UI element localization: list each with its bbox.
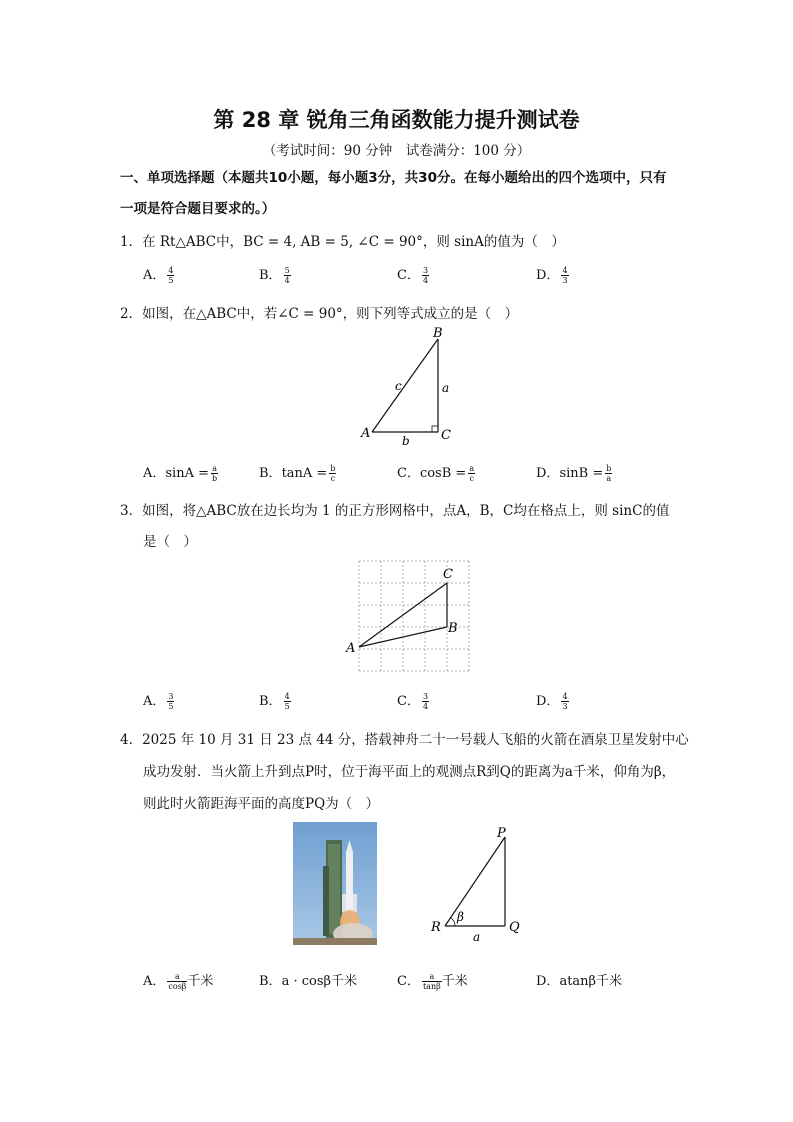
label-A: A <box>346 641 356 656</box>
label-Q: Q <box>509 920 520 935</box>
q1-option-a[interactable]: A． $\frac{4}{5}$ <box>143 266 174 285</box>
label-c: c <box>395 379 402 393</box>
q4-option-d[interactable]: D．atanβ千米 <box>536 974 623 989</box>
rocket-launch-photo <box>293 822 377 945</box>
q2-option-d[interactable]: D．sinB = $\frac{b}{a}$ <box>536 464 612 483</box>
q1-option-d[interactable]: D． $\frac{4}{3}$ <box>536 266 568 285</box>
q3-option-a[interactable]: A． $\frac{3}{5}$ <box>143 692 174 711</box>
question-3-text-line2: 是（ ） <box>143 534 197 550</box>
label-R: R <box>431 920 441 935</box>
q1-option-b[interactable]: B． $\frac{5}{4}$ <box>259 266 290 285</box>
q4-option-b[interactable]: B．a · cosβ千米 <box>259 974 358 989</box>
angle-beta-arc <box>451 918 455 926</box>
section-heading-line1: 一、单项选择题（本题共10小题，每小题3分，共30分。在每小题给出的四个选项中，只有 <box>120 170 667 186</box>
question-4-text-line1: 4．2025 年 10 月 31 日 23 点 44 分，搭载神舟二十一号载人飞船的火箭在酒泉卫星发射中心 <box>120 732 689 748</box>
label-beta: β <box>457 910 464 924</box>
q2-option-b[interactable]: B．tanA = $\frac{b}{c}$ <box>259 464 336 483</box>
question-4-text-line3: 则此时火箭距海平面的高度PQ为（ ） <box>143 796 380 812</box>
right-angle-mark <box>432 426 438 432</box>
label-C: C <box>441 428 451 443</box>
exam-info: （考试时间：90 分钟 试卷满分：100 分） <box>262 143 531 159</box>
rocket <box>346 852 353 912</box>
q4-option-c[interactable]: C． $\frac{a}{\tan\beta}$ 千米 <box>397 972 468 991</box>
question-1-text: 1．在 Rt△ABC中，BC = 4, AB = 5, ∠C = 90°，则 sinA的值为（ ） <box>120 234 565 250</box>
label-P: P <box>497 826 506 841</box>
question-2-text: 2．如图，在△ABC中，若∠C = 90°，则下列等式成立的是（ ） <box>120 306 519 322</box>
q2-option-a[interactable]: A．sinA = $\frac{a}{b}$ <box>143 464 218 483</box>
label-B: B <box>448 621 458 636</box>
label-a: a <box>473 930 481 944</box>
side-rp <box>445 837 505 926</box>
label-a: a <box>442 381 450 395</box>
q3-option-b[interactable]: B． $\frac{4}{5}$ <box>259 692 290 711</box>
label-A: A <box>361 426 371 441</box>
section-heading-line2: 一项是符合题目要求的。） <box>120 201 276 217</box>
side-c <box>372 339 438 432</box>
q3-grid-figure <box>342 556 477 676</box>
question-3-text-line1: 3．如图，将△ABC放在边长均为 1 的正方形网格中，点A，B，C均在格点上，则 sinC的值 <box>120 503 670 519</box>
q3-option-c[interactable]: C． $\frac{3}{4}$ <box>397 692 429 711</box>
q2-option-c[interactable]: C．cosB = $\frac{a}{c}$ <box>397 464 475 483</box>
label-B: B <box>433 326 443 341</box>
q2-triangle-figure <box>355 322 465 450</box>
q1-option-c[interactable]: C． $\frac{3}{4}$ <box>397 266 429 285</box>
label-C: C <box>443 567 453 582</box>
question-4-text-line2: 成功发射．当火箭上升到点P时，位于海平面上的观测点R到Q的距离为a千米，仰角为β， <box>143 764 676 780</box>
page-title: 第 28 章 锐角三角函数能力提升测试卷 <box>213 108 580 132</box>
q4-option-a[interactable]: A． $\frac{a}{\cos\beta}$ 千米 <box>143 972 214 991</box>
q3-option-d[interactable]: D． $\frac{4}{3}$ <box>536 692 568 711</box>
q4-triangle-figure <box>428 823 528 948</box>
label-b: b <box>402 434 410 448</box>
